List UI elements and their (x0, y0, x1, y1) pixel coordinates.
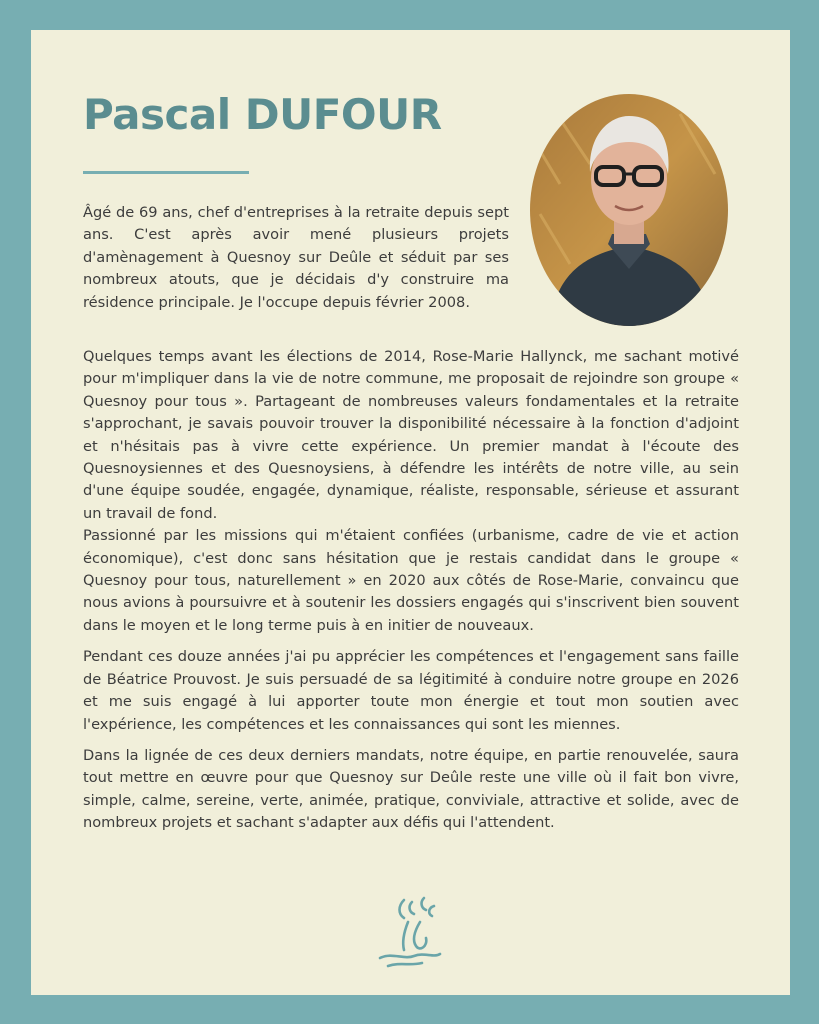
title-underline (83, 171, 249, 174)
quesnoy-logo-icon (374, 892, 446, 970)
biography-body (83, 346, 739, 844)
paragraph-vision: Dans la lignée de ces deux derniers mandats, notre équipe, en partie renouvelée, saura tout mettre en œuvre pour que Quesnoy sur Deûle reste une ville où il fait bon vivre, simple, calme, sereine, verte, animée, pratique, conviviale, attractive et solide, avec de nombreux projets et sachant s'adapter aux défis qui l'attendent. (83, 746, 739, 832)
paragraph-engagement: Quelques temps avant les élections de 2014, Rose-Marie Hallynck, me sachant motivé pour m'impliquer dans la vie de notre commune, me proposait de rejoindre son groupe « Quesnoy pour tous ». Partageant de nombreuses valeurs fondamentales et la retraite s'approchant, je savais pouvoir trouver la disponibilité nécessaire à la fonction d'adjoint et n'hésitais pas à vivre cette expérience. Un premier mandat à l'écoute des Quesnoysiennes et des Quesnoysiens, à défendre les intérêts de notre ville, au sein d'une équipe soudée, engagée, dynamique, réaliste, responsable, sérieuse et assurant un travail de fond. (83, 348, 739, 522)
paragraph-support: Pendant ces douze années j'ai pu apprécier les compétences et l'engagement sans faille de Béatrice Prouvost. Je suis persuadé de sa légitimité à conduire notre groupe en 2026 et me suis engagé à lui apporter toute mon énergie et tout mon soutien avec l'expérience, les compétences et les connaissances qui sont les miennes. (83, 648, 739, 733)
profile-card (31, 30, 790, 995)
portrait-photo (530, 94, 728, 326)
intro-paragraph: Âgé de 69 ans, chef d'entreprises à la retraite depuis sept ans. C'est après avoir mené plusieurs projets d'amènagement à Quesnoy sur Deûle et séduit par ses nombreux atouts, que je décidais d'y construire ma résidence principale. Je l'occupe depuis février 2008. (83, 204, 509, 311)
page-title: Pascal DUFOUR (83, 90, 442, 139)
paragraph-missions: Passionné par les missions qui m'étaient confiées (urbanisme, cadre de vie et action économique), c'est donc sans hésitation que je restais candidat dans le groupe « Quesnoy pour tous, naturellement » en 2020 aux côtés de Rose-Marie, convaincu que nous avions à poursuivre et à soutenir les dossiers engagés qui s'inscrivent bien souvent dans le moyen et le long terme puis à en initier de nouveaux. (83, 527, 739, 634)
